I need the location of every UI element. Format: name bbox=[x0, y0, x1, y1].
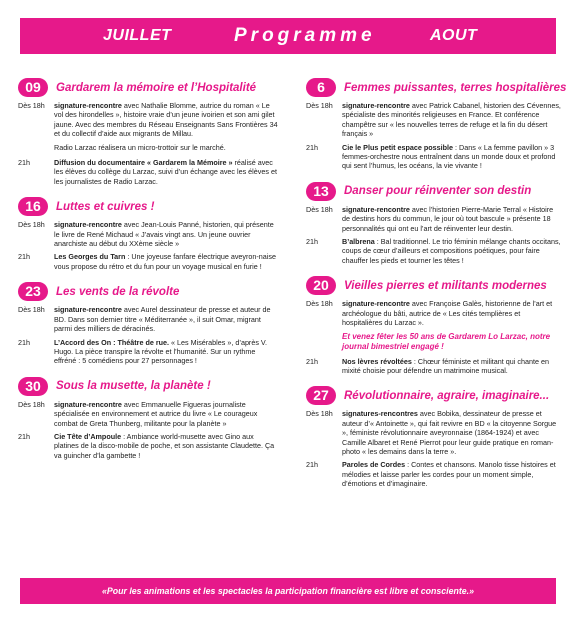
event-row bbox=[18, 432, 278, 460]
program-section bbox=[18, 197, 278, 271]
date-badge: 09 bbox=[18, 78, 48, 97]
date-badge: 27 bbox=[306, 386, 336, 405]
footer-banner: «Pour les animations et les spectacles la participation financière est libre et consciente.» bbox=[20, 578, 556, 604]
event-time: Dès 18h bbox=[306, 101, 333, 110]
program-section bbox=[306, 78, 567, 171]
event-title: Nos lèvres révoltées bbox=[342, 356, 412, 366]
event-text bbox=[342, 460, 562, 488]
event-time: Dès 18h bbox=[18, 101, 45, 110]
event-text bbox=[54, 305, 278, 333]
event-description: avec l’historien Pierre-Marie Terral « Histoire de destins hors du commun, le jour où tout bascule » présente 18 personnalités qui ont eu l’art de réinventer leur destin. bbox=[342, 204, 554, 233]
date-badge: 13 bbox=[306, 182, 336, 201]
event-description: avec Françoise Galès, historienne de l’art et archéologue du bâti, autrice de « Les cités templières et hospitalières du Larzac ». bbox=[342, 299, 553, 328]
event-description: : Bal traditionnel. Le trio féminin mélange chants occitans, coups de cœur d’ailleurs et compositions poétiques, pour faire chauffer les pieds et tourner les têtes ! bbox=[342, 237, 561, 265]
event-description: avec Nathalie Blomme, autrice du roman « Le vol des hirondelles », histoire vraie d’un jeune ivoirien et son ami gilet jaune. Avec des membres du Réseau Enseignants Sans Frontières 34 et du collectif d’aide aux migrants de Millau. bbox=[54, 101, 278, 139]
event-row bbox=[306, 357, 562, 376]
event-row bbox=[306, 101, 562, 139]
event-text bbox=[342, 101, 562, 139]
event-text bbox=[342, 409, 562, 456]
event-time: Dès 18h bbox=[306, 204, 333, 214]
event-title: signatures-rencontres bbox=[342, 409, 418, 419]
event-text bbox=[342, 143, 562, 171]
event-text bbox=[54, 158, 278, 186]
event-description: « Les Misérables », d’après V. Hugo. La pièce transpire la révolte et l’humanité. Sur un rythme effréné : 5 comédiens pour 27 personnages ! bbox=[54, 337, 268, 366]
event-title: Les Georges du Tarn bbox=[54, 252, 126, 262]
event-time: 21h bbox=[306, 460, 318, 470]
event-text bbox=[342, 205, 562, 233]
event-time: 21h bbox=[306, 142, 318, 152]
event-row bbox=[18, 158, 278, 186]
event-title: Diffusion du documentaire « Gardarem la Mémoire » bbox=[54, 158, 233, 168]
event-row bbox=[18, 252, 278, 271]
event-description: réalisé avec les élèves du collège du Larzac, suivi d’un échange avec les élèves et les journalistes de Radio Larzac. bbox=[54, 158, 277, 186]
event-time: 21h bbox=[18, 431, 30, 441]
header-banner bbox=[20, 18, 556, 54]
event-description: : Dans « La femme pavillon » 3 femmes-orchestre nous entraînent dans un monde doux et profond qui sent l’humus, les océans, la vie vivante ! bbox=[342, 142, 556, 171]
event-title: signature-rencontre bbox=[342, 299, 410, 309]
event-text bbox=[54, 432, 278, 460]
event-row bbox=[306, 299, 562, 327]
event-row bbox=[306, 205, 562, 233]
event-text bbox=[54, 338, 278, 366]
section-title: Gardarem la mémoire et l’Hospitalité bbox=[56, 81, 257, 94]
event-text bbox=[54, 220, 278, 248]
header-title: Programme bbox=[234, 25, 376, 46]
event-row bbox=[18, 305, 278, 333]
date-badge: 20 bbox=[306, 276, 336, 295]
event-title: signature-rencontre bbox=[54, 399, 122, 409]
program-section bbox=[306, 386, 562, 488]
section-title: Sous la musette, la planète ! bbox=[56, 380, 211, 393]
program-section bbox=[306, 182, 562, 265]
section-header bbox=[306, 78, 567, 97]
event-description: : Une joyeuse fanfare électrique aveyron-naise vous propose du rétro et du fun pour un voyage musical en furie ! bbox=[54, 252, 276, 271]
event-description: avec Aurel dessinateur de presse et auteur de BD. Dans son dernier titre « Méditerranée », il suit Omar, migrant parmi des milliers de déracinés. bbox=[54, 305, 271, 334]
section-title: Danser pour réinventer son destin bbox=[344, 185, 532, 198]
event-row bbox=[306, 143, 562, 171]
event-time: 21h bbox=[306, 356, 318, 366]
event-title: signature-rencontre bbox=[54, 101, 122, 110]
section-title: Luttes et cuivres ! bbox=[56, 200, 155, 213]
section-title: Les vents de la révolte bbox=[56, 285, 180, 298]
right-column bbox=[306, 78, 567, 500]
event-title: L’Accord des On : Théâtre de rue. bbox=[54, 337, 170, 347]
event-time: Dès 18h bbox=[306, 299, 333, 309]
section-header bbox=[18, 197, 278, 216]
event-title: Paroles de Cordes bbox=[342, 460, 406, 470]
event-time: 21h bbox=[18, 252, 30, 262]
event-text bbox=[54, 400, 278, 428]
section-header bbox=[306, 182, 562, 201]
event-title: signature-rencontre bbox=[342, 101, 410, 110]
program-section bbox=[18, 282, 278, 365]
program-section bbox=[18, 377, 278, 460]
event-title: B’albrena bbox=[342, 237, 375, 247]
section-title: Révolutionnaire, agraire, imaginaire... bbox=[344, 389, 550, 402]
section-title: Vieilles pierres et militants modernes bbox=[344, 279, 547, 292]
event-time: Dès 18h bbox=[306, 409, 333, 419]
section-header bbox=[306, 276, 562, 295]
header-month-left: JUILLET bbox=[103, 27, 172, 44]
event-time: Dès 18h bbox=[18, 305, 45, 315]
event-row bbox=[306, 460, 562, 488]
event-description: avec Patrick Cabanel, historien des Cévennes, spécialiste des minorités religieuses en France. Et conférence champêtre sur « les nouvelles terres de refuge et la fin du désert français » bbox=[342, 101, 561, 139]
event-time: 21h bbox=[18, 337, 30, 347]
header-month-right: AOUT bbox=[430, 27, 478, 44]
event-row bbox=[18, 101, 278, 139]
event-title: signature-rencontre bbox=[54, 305, 122, 315]
event-text bbox=[54, 101, 278, 139]
event-description: : Contes et chansons. Manolo tisse histoires et mélodies et laisse parler les cordes pour un moment simple, d’émotions et d’imaginaire. bbox=[342, 460, 556, 489]
event-time: 21h bbox=[18, 158, 30, 168]
event-row bbox=[18, 400, 278, 428]
left-column bbox=[18, 78, 278, 471]
event-time: Dès 18h bbox=[18, 399, 45, 409]
event-title: Cie Tête d’Ampoule bbox=[54, 431, 122, 441]
date-badge: 6 bbox=[306, 78, 336, 97]
event-description: : Ambiance world-musette avec Gino aux platines de la disco-mobile de poche, et son assistante Claudette. Ça va guincher d’la gambette ! bbox=[54, 431, 275, 460]
event-row bbox=[306, 409, 562, 456]
event-description: avec Jean-Louis Panné, historien, qui présente le livre de René Michaud « J’avais vingt ans. Un jeune ouvrier anarchiste au début du XXème siècle » bbox=[54, 220, 274, 249]
date-badge: 30 bbox=[18, 377, 48, 396]
section-header bbox=[18, 282, 278, 301]
event-text bbox=[54, 252, 278, 271]
event-note: Radio Larzac réalisera un micro-trottoir sur le marché. bbox=[54, 142, 226, 152]
event-description: : Chœur féministe et militant qui chante en mixité choisie pour défendre un matrimoine musical. bbox=[342, 356, 549, 375]
event-title: Cie le Plus petit espace possible bbox=[342, 142, 454, 152]
highlight-note: Et venez fêter les 50 ans de Gardarem Lo Larzac, notre journal bimestriel engagé ! bbox=[342, 331, 551, 351]
event-description: avec Bobika, dessinateur de presse et auteur d’« Antoinette », qui fait revivre en BD « la citoyenne Sorgue », féministe révolutionnaire aveyronnaise (1864-1924) et avec Camille Albaret et René Pierrot pour leur guide pratique en roman-photo « les demains dans la terre ». bbox=[342, 409, 557, 456]
event-text bbox=[342, 357, 562, 376]
event-time: 21h bbox=[306, 237, 318, 247]
event-title: signature-rencontre bbox=[342, 204, 410, 214]
program-section bbox=[18, 78, 278, 186]
event-row bbox=[18, 220, 278, 248]
event-title: signature-rencontre bbox=[54, 220, 122, 230]
date-badge: 16 bbox=[18, 197, 48, 216]
event-text bbox=[342, 237, 562, 265]
date-badge: 23 bbox=[18, 282, 48, 301]
event-row bbox=[18, 338, 278, 366]
section-header bbox=[18, 377, 278, 396]
section-header bbox=[306, 386, 562, 405]
section-title: Femmes puissantes, terres hospitalières bbox=[344, 81, 567, 94]
event-row bbox=[306, 237, 562, 265]
program-section bbox=[306, 276, 562, 375]
event-description: avec Emmanuelle Figueras journaliste spécialisée en environnement et autrice du livre « Le courageux combat de Greta Thunberg, militante pour la planète » bbox=[54, 399, 258, 428]
event-text bbox=[342, 299, 562, 327]
event-time: Dès 18h bbox=[18, 220, 45, 230]
section-header bbox=[18, 78, 278, 97]
